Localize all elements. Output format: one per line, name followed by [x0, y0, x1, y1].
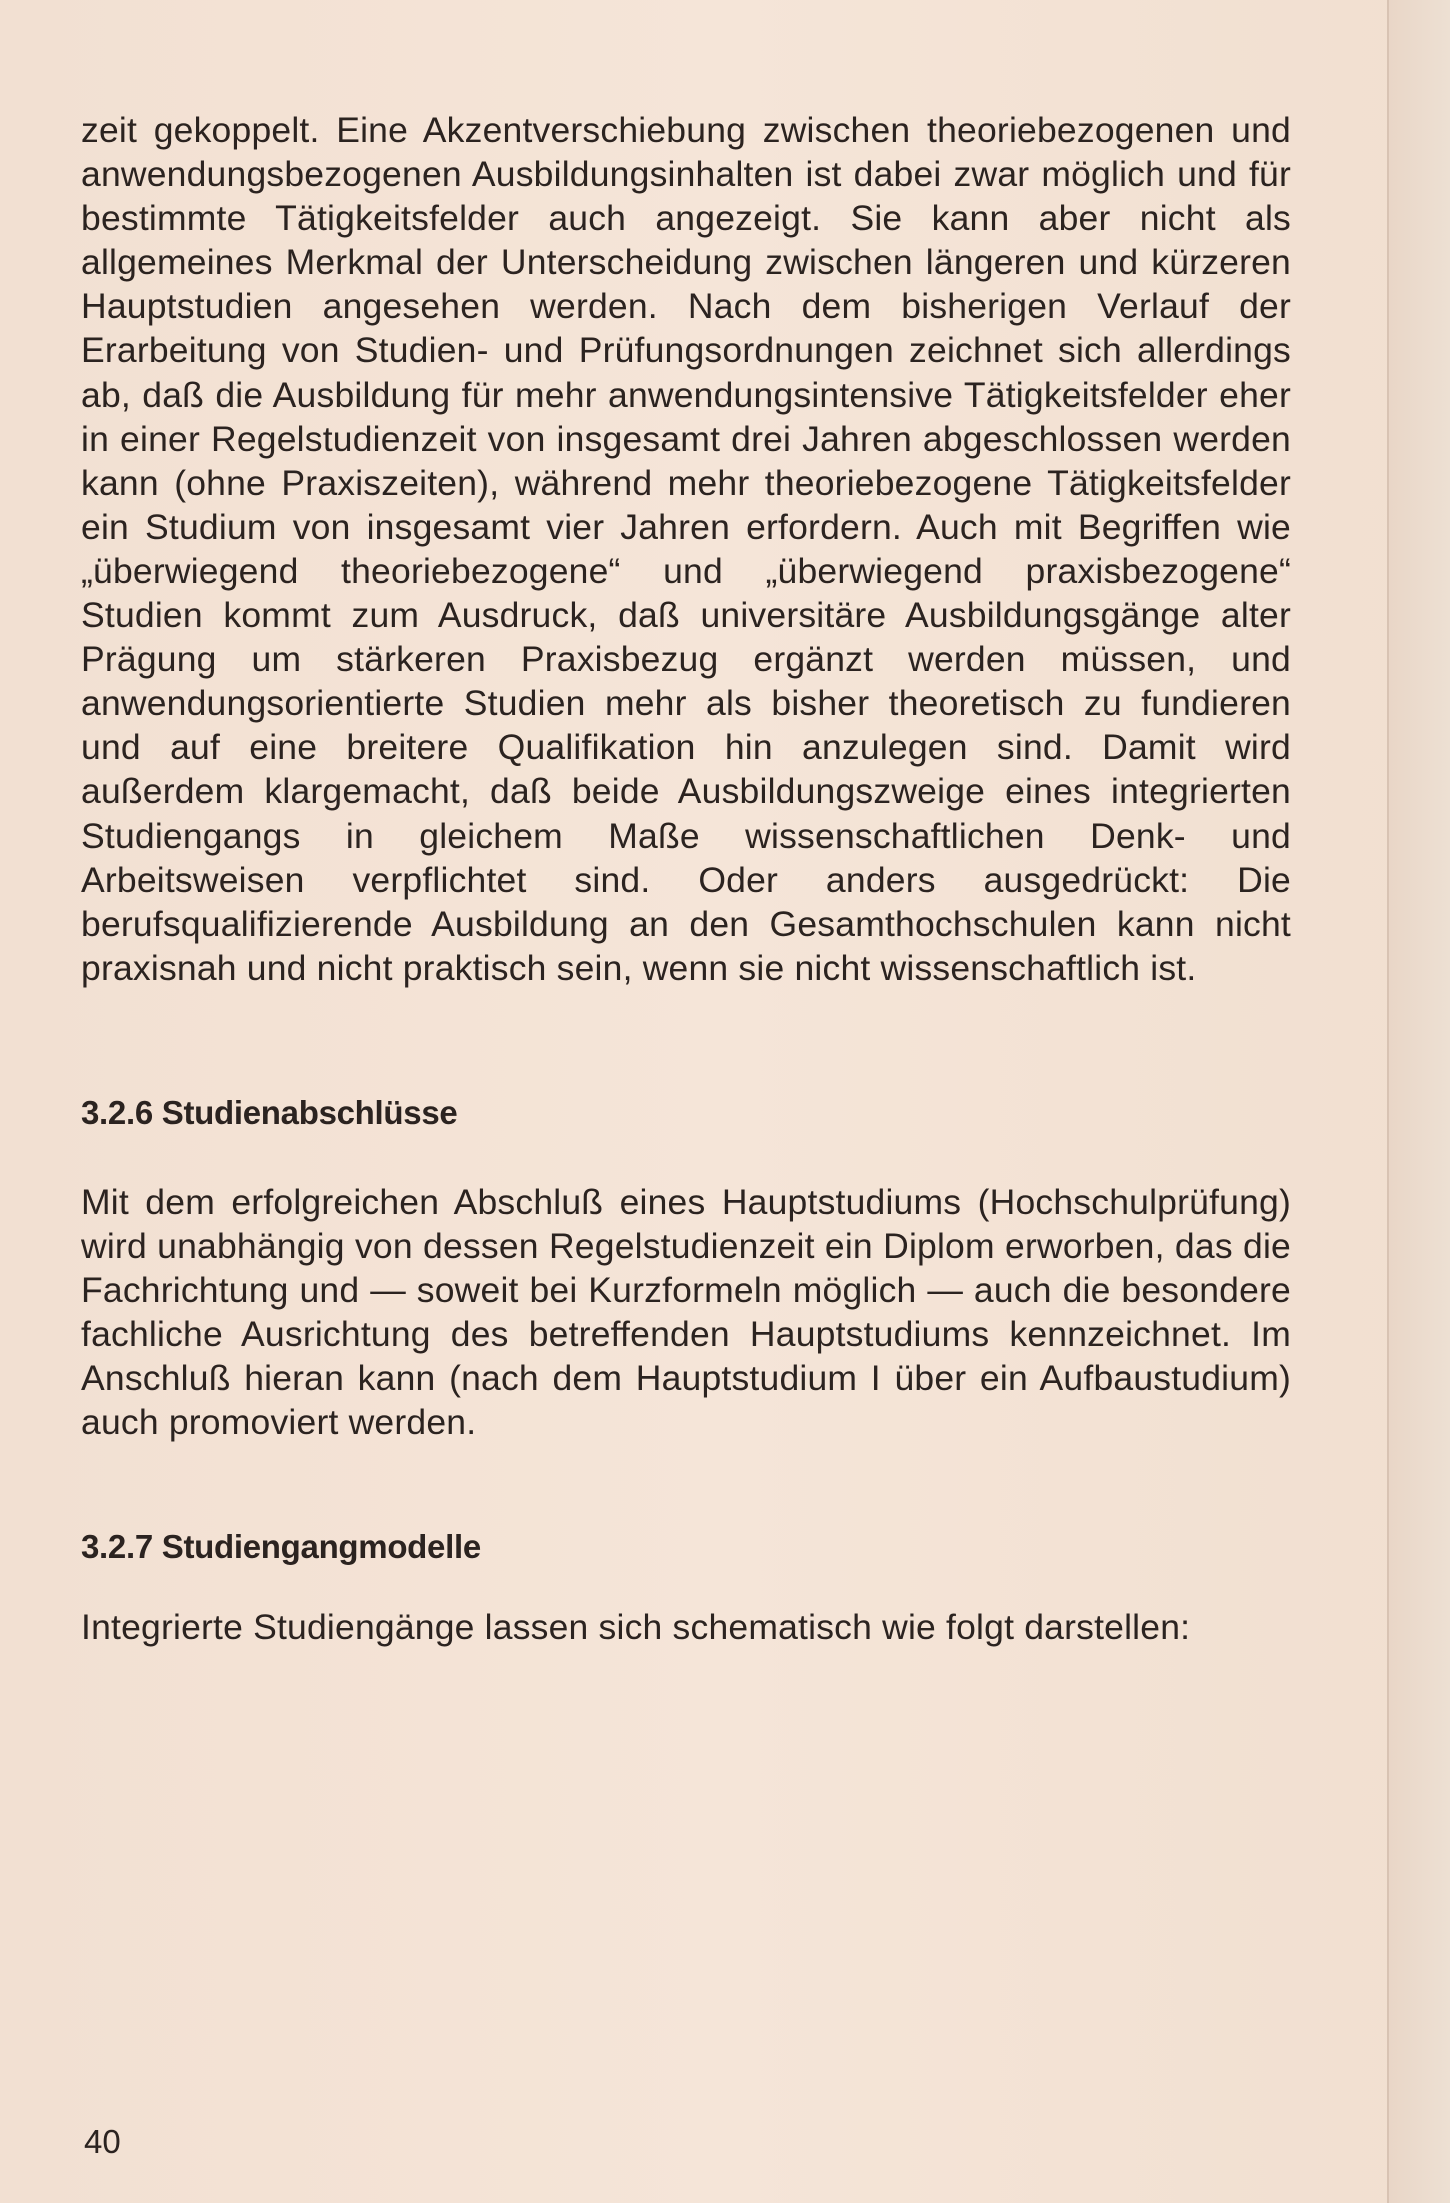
- studiengangmodelle-paragraph: Integrierte Studiengänge lassen sich schematisch wie folgt darstellen:: [81, 1607, 1191, 1648]
- page-number: 40: [84, 2123, 121, 2160]
- page-edge: [1389, 0, 1450, 2203]
- intro-paragraph: zeit gekoppelt. Eine Akzentverschiebung zwischen theoriebezogenen und anwendungsbezogenen Ausbildungsinhalten ist dabei zwar möglich und für bestimmte Tätigkeitsfelder auch angezeigt. Sie kann aber nicht als allgemeines Merkmal der Unterscheidung zwischen längeren und kürzeren Hauptstudien angesehen werden. Nach dem bisherigen Verlauf der Erarbeitung von Studien- und Prüfungsordnungen zeichnet sich allerdings ab, daß die Ausbildung für mehr anwendungsintensive Tätigkeitsfelder eher in einer Regelstudienzeit von insgesamt drei Jahren abgeschlossen werden kann (ohne Praxiszeiten), während mehr theoriebezogene Tätigkeitsfelder ein Studium von insgesamt vier Jahren erfordern. Auch mit Begriffen wie „überwiegend theoriebezogene“ und „überwiegend praxisbezogene“ Studien kommt zum Ausdruck, daß universitäre Ausbildungsgänge alter Prägung um stärkeren Praxisbezug ergänzt werden müssen, und anwendungsorientierte Studien mehr als bisher theoretisch zu fundieren und auf eine breitere Qualifikation hin anzulegen sind. Damit wird außerdem klargemacht, daß beide Ausbildungszweige eines integrierten Studiengangs in gleichem Maße wissenschaftlichen Denk- und Arbeitsweisen verpflichtet sind. Oder anders ausgedrückt: Die berufsqualifizierende Ausbildung an den Gesamthochschulen kann nicht praxisnah und nicht praktisch sein, wenn sie nicht wissenschaftlich ist.: [81, 110, 1291, 988]
- section-heading-studiengangmodelle: 3.2.7 Studiengangmodelle: [81, 1528, 481, 1566]
- page-content: [81, 108, 1291, 1650]
- studienabschluesse-paragraph: Mit dem erfolgreichen Abschluß eines Hauptstudiums (Hochschulprüfung) wird unabhängig von dessen Regelstudienzeit ein Diplom erworben, das die Fachrichtung und — soweit bei Kurzformeln möglich — auch die besondere fachliche Ausrichtung des betreffenden Hauptstudiums kennzeichnet. Im Anschluß hieran kann (nach dem Hauptstudium I über ein Aufbaustudium) auch promoviert werden.: [81, 1181, 1291, 1443]
- section-heading-studienabschluesse: 3.2.6 Studienabschlüsse: [81, 1093, 458, 1131]
